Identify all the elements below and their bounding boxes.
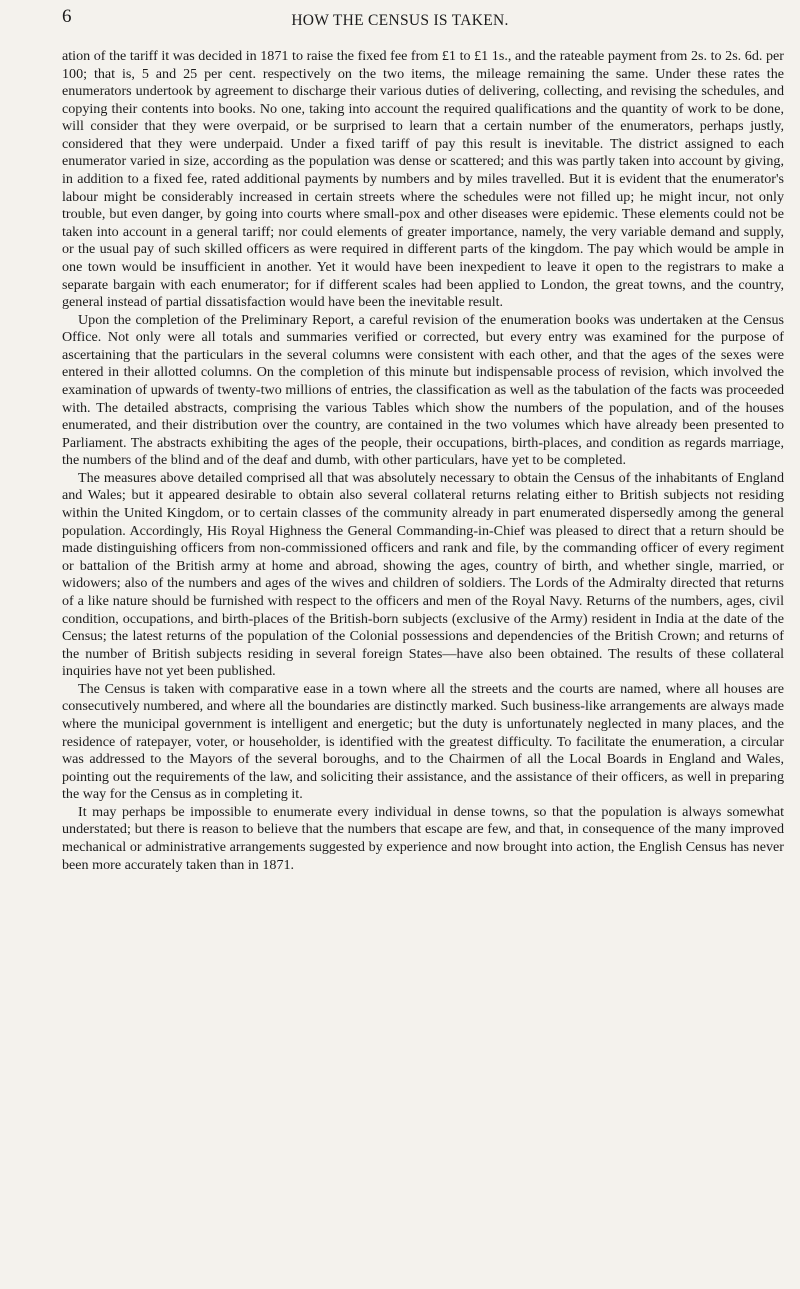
paragraph-accuracy: It may perhaps be impossible to enumerate every individual in dense towns, so that the population is always somewhat understated; but there is reason to believe that the numbers that escape are few, and that, in consequence of the many improved mechanical or administrative arrangements suggested by experience and now brought into action, the English Census has never been more accurately taken than in 1871. xyxy=(62,803,784,873)
page-number: 6 xyxy=(62,6,72,27)
paragraph-revision: Upon the completion of the Preliminary Report, a careful revision of the enumeration books was undertaken at the Census Office. Not only were all totals and summaries verified or corrected, but every entry was examined for the purpose of ascertaining that the particulars in the several columns were consistent with each other, and that the ages of the sexes were entered in their allotted columns. On the completion of this minute but indispensable process of revision, which involved the examination of upwards of twenty-two millions of entries, the classification as well as the tabulation of the facts was proceeded with. The detailed abstracts, comprising the various Tables which show the numbers of the population, and of the houses enumerated, and their distribution over the country, are contained in the two volumes which have already been presented to Parliament. The abstracts exhibiting the ages of the people, their occupations, birth-places, and condition as regards marriage, the numbers of the blind and of the deaf and dumb, with other particulars, have yet to be completed. xyxy=(62,311,784,469)
paragraph-collateral-returns: The measures above detailed comprised all that was absolutely necessary to obtain the Census of the inhabitants of England and Wales; but it appeared desirable to obtain also several collateral returns relating either to British subjects not residing within the United Kingdom, or to certain classes of the community already in part enumerated dispersedly among the general population. Accordingly, His Royal Highness the General Commanding-in-Chief was pleased to direct that a return should be made distinguishing officers from non-commissioned officers and rank and file, by the commanding officer of every regiment or battalion of the British army at home and abroad, showing the ages, country of birth, and whether single, married, or widowers; also of the numbers and ages of the wives and children of soldiers. The Lords of the Admiralty directed that returns of a like nature should be furnished with respect to the officers and men of the Royal Navy. Returns of the numbers, ages, civil condition, occupations, and birth-places of the British-born subjects (exclusive of the Army) resident in India at the date of the Census; the latest returns of the population of the Colonial possessions and dependencies of the British Crown; and returns of the number of British subjects residing in several foreign States—have also been obtained. The results of these collateral inquiries have not yet been published. xyxy=(62,469,784,680)
running-head: HOW THE CENSUS IS TAKEN. xyxy=(291,12,509,29)
paragraph-tariff: ation of the tariff it was decided in 1871 to raise the fixed fee from £1 to £1 1s., and the rateable payment from 2s. to 2s. 6d. per 100; that is, 5 and 25 per cent. respectively on the two items, the mileage remaining the same. Under these rates the enumerators undertook by agreement to discharge their various duties of delivering, collecting, and revising the schedules, and copying their contents into books. No one, taking into account the required qualifications and the quantity of work to be done, will consider that they were overpaid, or be surprised to learn that a certain number of the enumerators, perhaps justly, considered that they were underpaid. Under a fixed tariff of pay this result is inevitable. The district assigned to each enumerator varied in size, according as the population was dense or scattered; and this was partly taken into account by giving, in addition to a fixed fee, rated additional payments by numbers and by miles travelled. But it is evident that the enumerator's labour might be considerably increased in certain streets where the schedules were not filled up; he might incur, not only trouble, but even danger, by going into courts where small-pox and other diseases were epidemic. These elements could not be taken into account in a general tariff; nor could elements of greater importance, namely, the very variable demand and supply, or the usual pay of such skilled officers as were required in different parts of the kingdom. The pay which would be ample in one town would be insufficient in another. Yet it would have been inexpedient to leave it open to the registrars to make a separate bargain with each enumerator; for if different scales had been applied to London, the great towns, and the country, general instead of partial dissatisfaction would have been the inevitable result. xyxy=(62,48,784,311)
body-text xyxy=(62,48,784,874)
paragraph-towns: The Census is taken with comparative ease in a town where all the streets and the courts are named, where all houses are consecutively numbered, and where all the boundaries are distinctly marked. Such business-like arrangements are always made where the municipal government is intelligent and energetic; but the duty is unfortunately neglected in many places, and the residence of ratepayer, voter, or householder, is identified with the greatest difficulty. To facilitate the enumeration, a circular was addressed to the Mayors of the several boroughs, and to the Chairmen of all the Local Boards in England and Wales, pointing out the requirements of the law, and soliciting their assistance, and the assistance of their officers, as well in preparing the way for the Census as in completing it. xyxy=(62,680,784,803)
